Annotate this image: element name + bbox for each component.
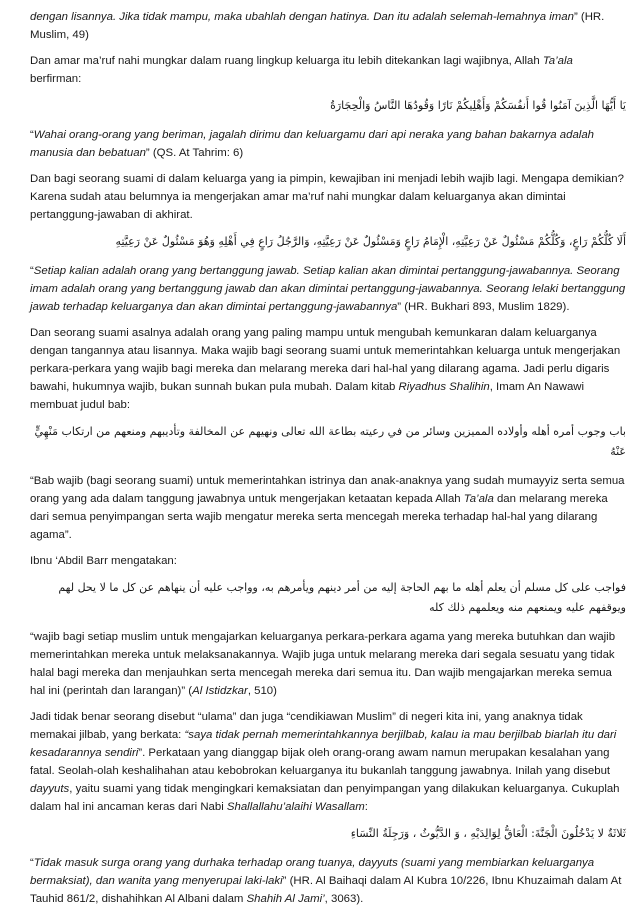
- book-title: Shahih Al Jami’: [246, 893, 325, 905]
- quoted-saying: “saya tidak pernah memerintahkannya berjilbab, kalau ia mau berjilbab biarlah itu dari kesadarannya sendiri: [30, 729, 617, 759]
- paragraph-family-duty: [30, 52, 626, 88]
- book-title: Al Istidzkar: [192, 685, 248, 697]
- arabic-hadith-three: ثَلاثَةٌ لا يَدْخُلُونَ الْجَنَّةَ: الْعَاقُّ لِوَالِدَيْهِ ، وَ الدَّيُّوثُ ، وَرَجِلَةُ النِّسَاءِ: [350, 827, 626, 840]
- paragraph-text: “Bab wajib (bagi seorang suami) untuk memerintahkan istrinya dan anak-anaknya yang sudah mumayyiz serta semua orang yang ada dalam tanggung jawabnya untuk mengerjakan ketaatan kepada Allah: [30, 475, 625, 505]
- verse-translation: Wahai orang-orang yang beriman, jagalah dirimu dan keluargamu dari api neraka yang bahan bakarnya adalah manusia dan bebatuan: [30, 129, 594, 159]
- book-title: Riyadhus Shalihin: [398, 381, 490, 393]
- paragraph-text: Dan seorang suami asalnya adalah orang yang paling mampu untuk mengubah kemunkaran dalam keluarganya dengan tangannya atau lisannya. Maka wajib bagi seorang suami untuk memerintahkan keluarga untuk mengerjakan perkara-perkara yang wajib bagi mereka dan melarang mereka dari hal-hal yang dilarang agama. Jadi perlu digaris bawahi, hukumnya wajib, bukan sunnah bukan pula mubah. Dalam kitab: [30, 327, 621, 393]
- arabic-chapter-title: باب وجوب أمره أهله وأولاده المميزين وسائر من في رعيته بطاعة الله تعالى ونهيهم عن المخالفة وتأديبهم ومنعهم من ارتكاب مَنْهِيٍّ عَنْهُ: [34, 425, 626, 458]
- hadith-translation: Setiap kalian adalah orang yang bertanggung jawab. Setiap kalian akan dimintai pertanggung-jawabannya. Seorang imam adalah orang yang bertanggung jawab dan akan dimintai pertanggung-jawabannya. Seorang lelaki bertanggung jawab terhadap keluarganya dan akan dimintai pertanggung-jawabannya: [30, 265, 626, 313]
- paragraph-text-end: :: [364, 801, 368, 813]
- paragraph-text: “wajib bagi setiap muslim untuk mengajarkan keluarganya perkara-perkara agama yang mereka butuhkan dan wajib memerintahkan mereka untuk melaksanakannya. Wajib juga untuk melarang mereka dari segala sesuatu yang tidak halal bagi mereka dan menjauhkan serta mencegah mereka dari semua itu. Dan wajib mengajarkan mereka semua hal ini (perintah dan larangan)” (: [30, 631, 616, 697]
- paragraph-quote-translation: [30, 628, 626, 700]
- paragraph-text: Jadi tidak benar seorang disebut “ulama” dan juga “cendikiawan Muslim” di negeri kita ini, yang anaknya tidak memakai jilbab, yang berkata:: [30, 711, 583, 741]
- open-quote: “: [30, 129, 34, 141]
- paragraph-text-end: , Imam An Nawawi membuat judul bab:: [30, 381, 585, 411]
- taala-term: Ta’ala: [542, 55, 573, 67]
- verse-reference: ” (QS. At Tahrim: 6): [145, 147, 244, 159]
- paragraph-hadith-translation: [30, 262, 626, 316]
- open-quote: “: [30, 265, 34, 277]
- salawat-term: Shallallahu’alaihi Wasallam: [226, 801, 365, 813]
- hadith-reference: ” (HR. Muslim, 49): [30, 11, 605, 41]
- arabic-verse-tahrim: يَا أَيُّهَا الَّذِينَ آمَنُوا قُوا أَنفُسَكُمْ وَأَهْلِيكُمْ نَارًا وَقُودُهَا النَّاسُ وَالْحِجَارَةُ: [330, 99, 626, 112]
- paragraph-text-end: dan melarang mereka dari semua penyimpangan serta wajib mengatur mereka serta mencegah mereka terhadap hal-hal yang dilarang agama”.: [30, 493, 608, 541]
- paragraph-chapter-translation: [30, 472, 626, 544]
- taala-term: Ta’ala: [463, 493, 494, 505]
- open-quote: “: [30, 857, 34, 869]
- paragraph-ibnu-abdil-barr: Ibnu ‘Abdil Barr mengatakan:: [30, 555, 177, 567]
- paragraph-text-end: , 510): [247, 685, 277, 697]
- paragraph-text-mid2: , yaitu suami yang tidak mengingkari kemaksiatan dan penyimpangan yang dilakukan keluarganya. Cukuplah dalam hal ini ancaman keras dari Nabi: [30, 783, 620, 813]
- paragraph-hadith-three-translation: [30, 854, 626, 908]
- paragraph-verse-translation: [30, 126, 626, 162]
- paragraph-husband-duty: Dan bagi seorang suami di dalam keluarga yang ia pimpin, kewajiban ini menjadi lebih wajib lagi. Mengapa demikian? Karena sudah atau belumnya ia mengerjakan amar ma’ruf nahi mungkar dalam keluarganya akan dimintai pertanggung-jawaban di akhirat.: [30, 173, 624, 221]
- hadith-reference: ” (HR. Al Baihaqi dalam Al Kubra 10/226, Ibnu Khuzaimah dalam At Tauhid 861/2, dishahihkan Al Albani dalam: [30, 875, 622, 905]
- paragraph-text-end: , 3063).: [324, 893, 364, 905]
- hadith-reference: ” (HR. Bukhari 893, Muslim 1829).: [397, 301, 570, 313]
- paragraph-husband-ability: [30, 324, 626, 414]
- paragraph-dayyuts: [30, 708, 626, 816]
- paragraph-hadith-end: [30, 8, 626, 44]
- arabic-hadith-responsibility: أَلَا كُلُّكُمْ رَاعٍ، وَكُلُّكُمْ مَسْئُولٌ عَنْ رَعِيَّتِهِ، الْإِمَامُ رَاعٍ وَمَسْئُولٌ عَنْ رَعِيَّتِهِ، وَالرَّجُلُ رَاعٍ فِي أَهْلِهِ وَهُوَ مَسْئُولٌ عَنْ رَعِيَّتِهِ: [115, 235, 626, 248]
- hadith-translation: Tidak masuk surga orang yang durhaka terhadap orang tuanya, dayyuts (suami yang membiarkan keluarganya bermaksiat), dan wanita yang menyerupai laki-laki: [30, 857, 595, 887]
- hadith-quote: dengan lisannya. Jika tidak mampu, maka ubahlah dengan hatinya. Dan itu adalah selemah-lemahnya iman: [30, 11, 574, 23]
- paragraph-text: Dan amar ma’ruf nahi mungkar dalam ruang lingkup keluarga itu lebih ditekankan lagi wajibnya, Allah: [30, 55, 543, 67]
- arabic-quote-ibnu-abdil-barr: فواجب على كل مسلم أن يعلم أهله ما بهم الحاجة إليه من أمر دينهم ويأمرهم به، وواجب عليه أن ينهاهم عن كل ما لا يحل لهم ويوقفهم عليه ويمنعهم منه ويعلمهم ذلك كله: [58, 581, 626, 614]
- paragraph-text-end: berfirman:: [30, 73, 82, 85]
- paragraph-text-mid: ”. Perkataan yang dianggap bijak oleh orang-orang awam namun merupakan kesalahan yang fatal. Seolah-olah keshalihahan atau kebobrokan keluarganya itu bukanlah tanggung jawabnya. Inilah yang disebut: [30, 747, 611, 777]
- dayyuts-term: dayyuts: [30, 783, 70, 795]
